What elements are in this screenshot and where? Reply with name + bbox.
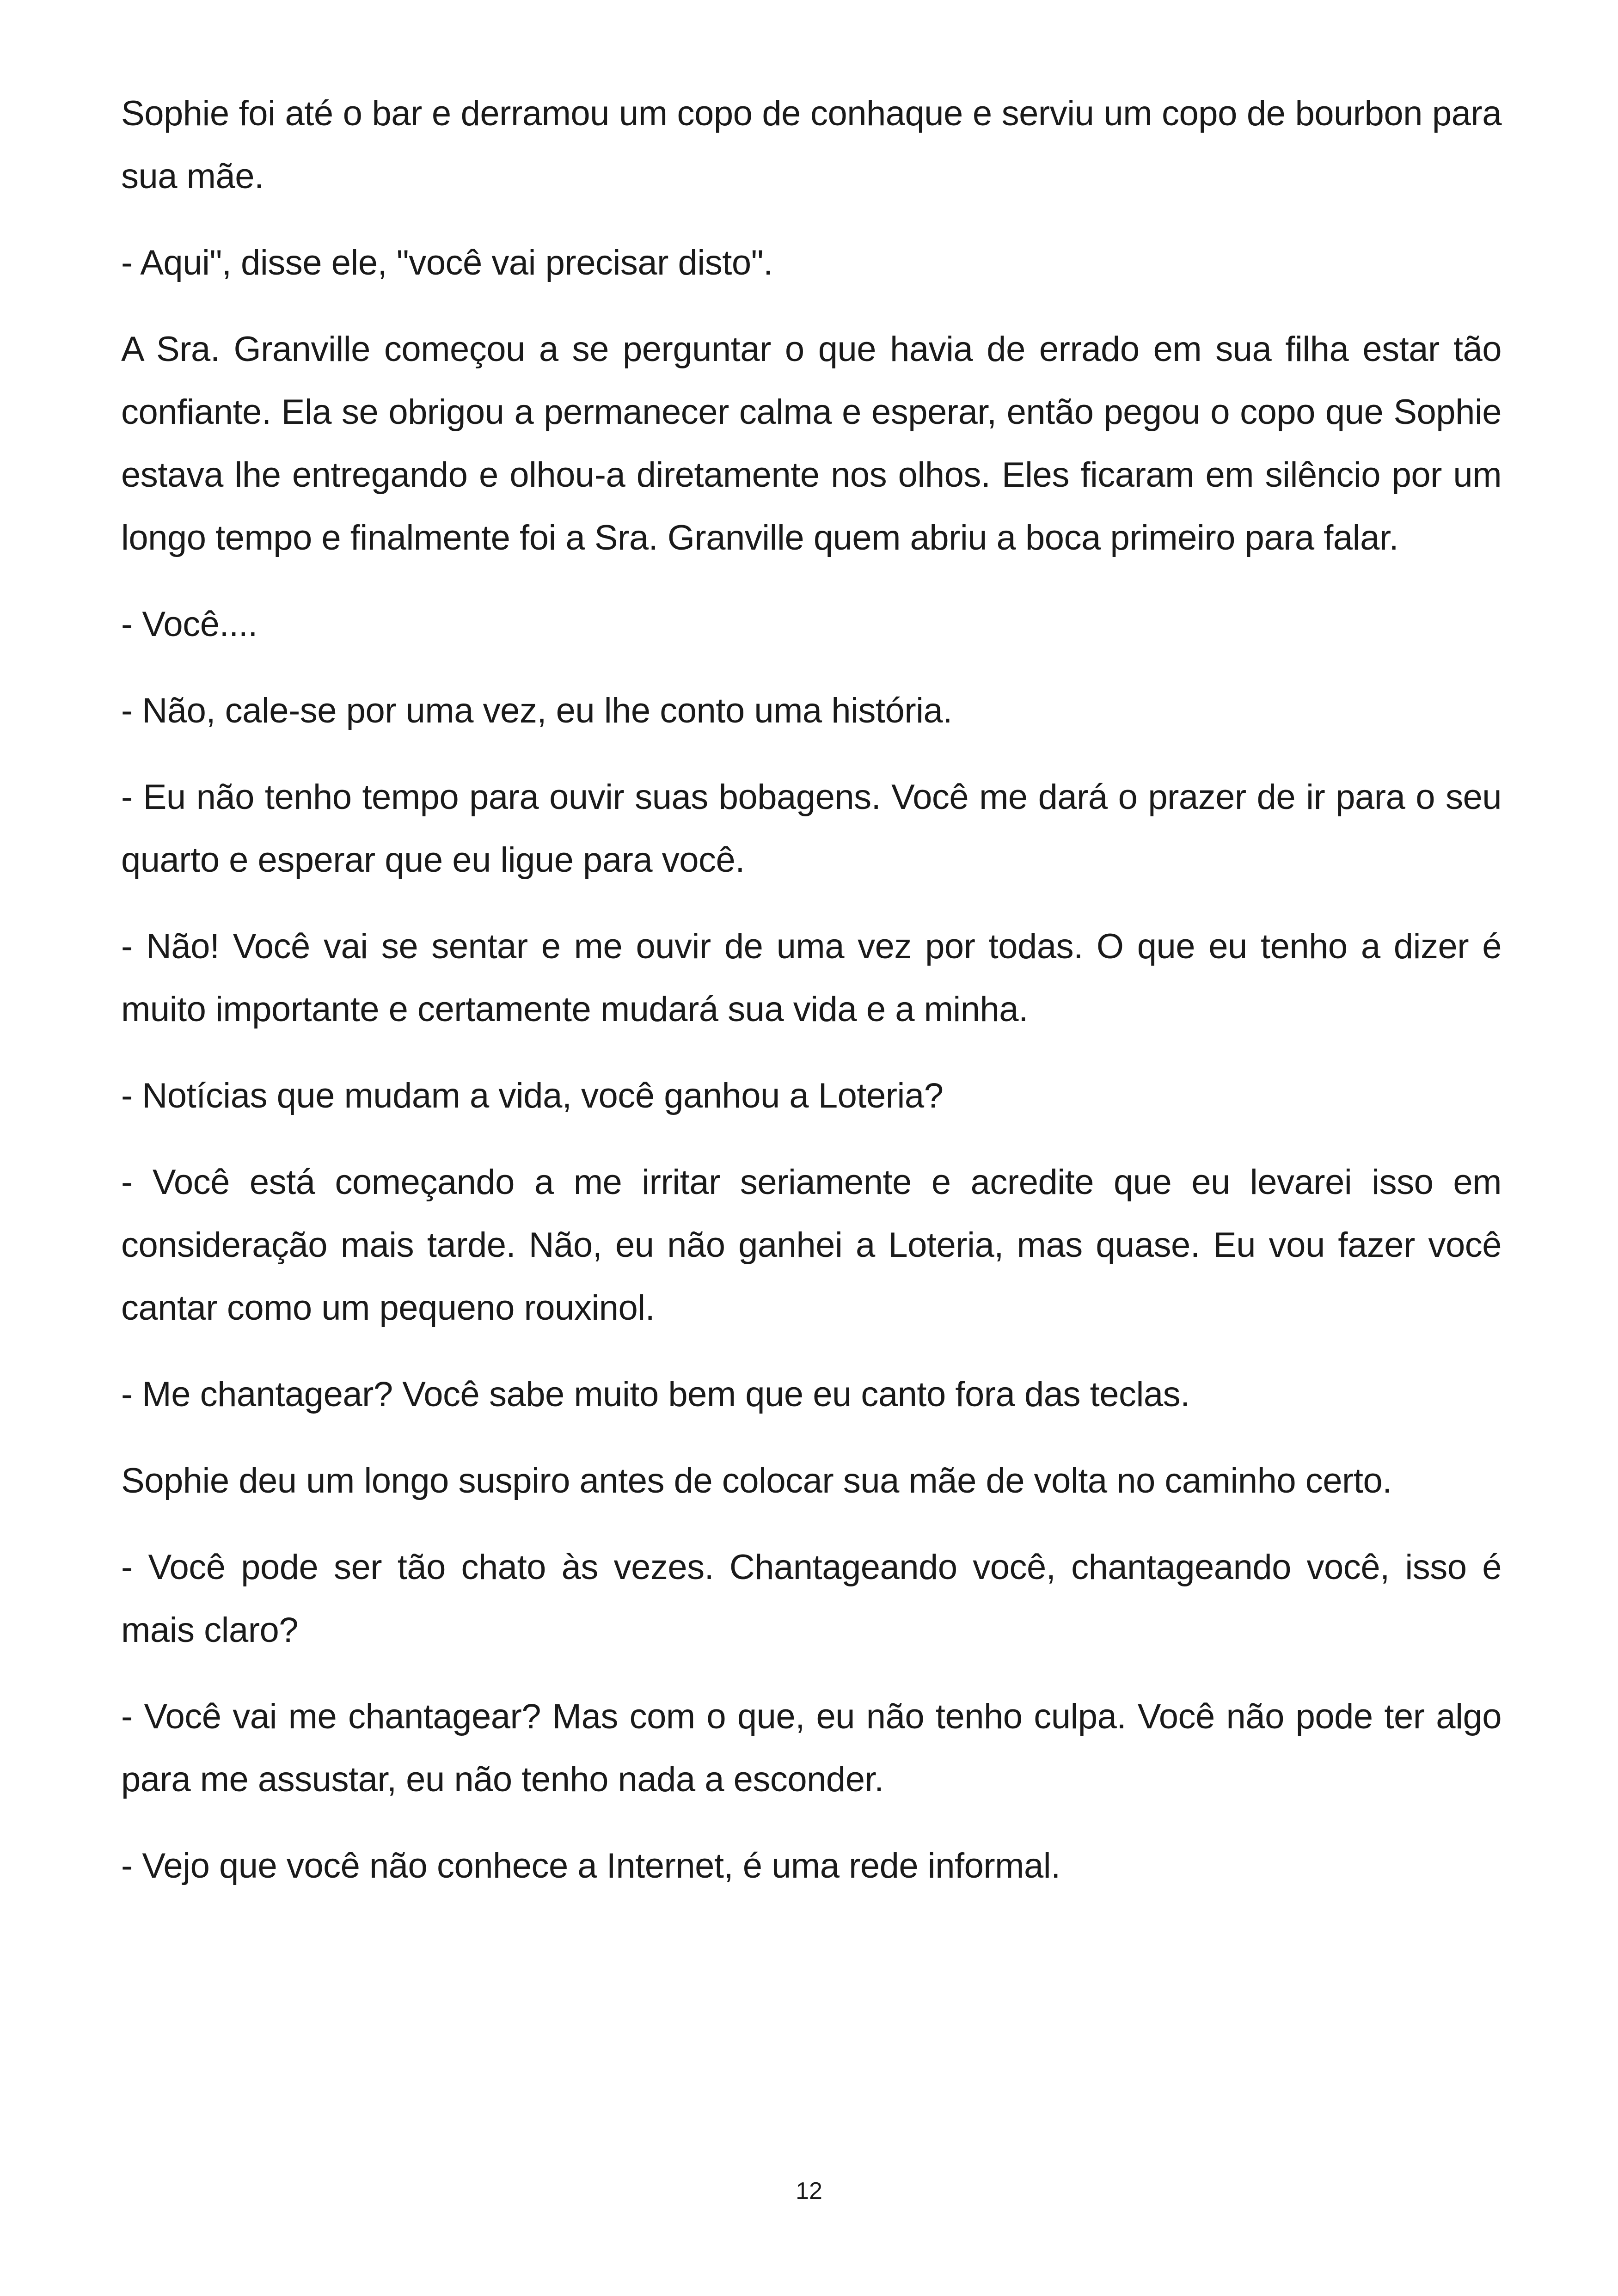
paragraph: - Não, cale-se por uma vez, eu lhe conto uma história. [121, 691, 952, 730]
paragraph: - Não! Você vai se sentar e me ouvir de uma vez por todas. O que eu tenho a dizer é muito importante e certamente mudará sua vida e a minha. [121, 927, 1502, 1029]
paragraph: Sophie deu um longo suspiro antes de colocar sua mãe de volta no caminho certo. [121, 1461, 1392, 1500]
paragraph: - Vejo que você não conhece a Internet, é uma rede informal. [121, 1846, 1060, 1886]
page-number: 12 [796, 2178, 822, 2204]
paragraph: A Sra. Granville começou a se perguntar o que havia de errado em sua filha estar tão confiante. Ela se obrigou a permanecer calma e esperar, então pegou o copo que Sophie estava lhe entregando e olhou-a diretamente nos olhos. Eles ficaram em silêncio por um longo tempo e finalmente foi a Sra. Granville quem abriu a boca primeiro para falar. [121, 330, 1502, 557]
paragraph: - Você pode ser tão chato às vezes. Chantageando você, chantageando você, isso é mais claro? [121, 1548, 1502, 1650]
paragraph: - Me chantagear? Você sabe muito bem que eu canto fora das teclas. [121, 1375, 1190, 1414]
paragraph: - Eu não tenho tempo para ouvir suas bobagens. Você me dará o prazer de ir para o seu quarto e esperar que eu ligue para você. [121, 778, 1502, 880]
paragraph: - Aqui", disse ele, "você vai precisar disto". [121, 243, 773, 282]
paragraph: - Você vai me chantagear? Mas com o que, eu não tenho culpa. Você não pode ter algo para me assustar, eu não tenho nada a esconder. [121, 1697, 1502, 1799]
paragraph: Sophie foi até o bar e derramou um copo de conhaque e serviu um copo de bourbon para sua mãe. [121, 94, 1502, 196]
body-text [121, 82, 1502, 1921]
paragraph: - Você está começando a me irritar seriamente e acredite que eu levarei isso em consideração mais tarde. Não, eu não ganhei a Loteria, mas quase. Eu vou fazer você cantar como um pequeno rouxinol. [121, 1163, 1502, 1328]
paragraph: - Notícias que mudam a vida, você ganhou a Loteria? [121, 1076, 944, 1115]
paragraph: - Você.... [121, 605, 257, 644]
